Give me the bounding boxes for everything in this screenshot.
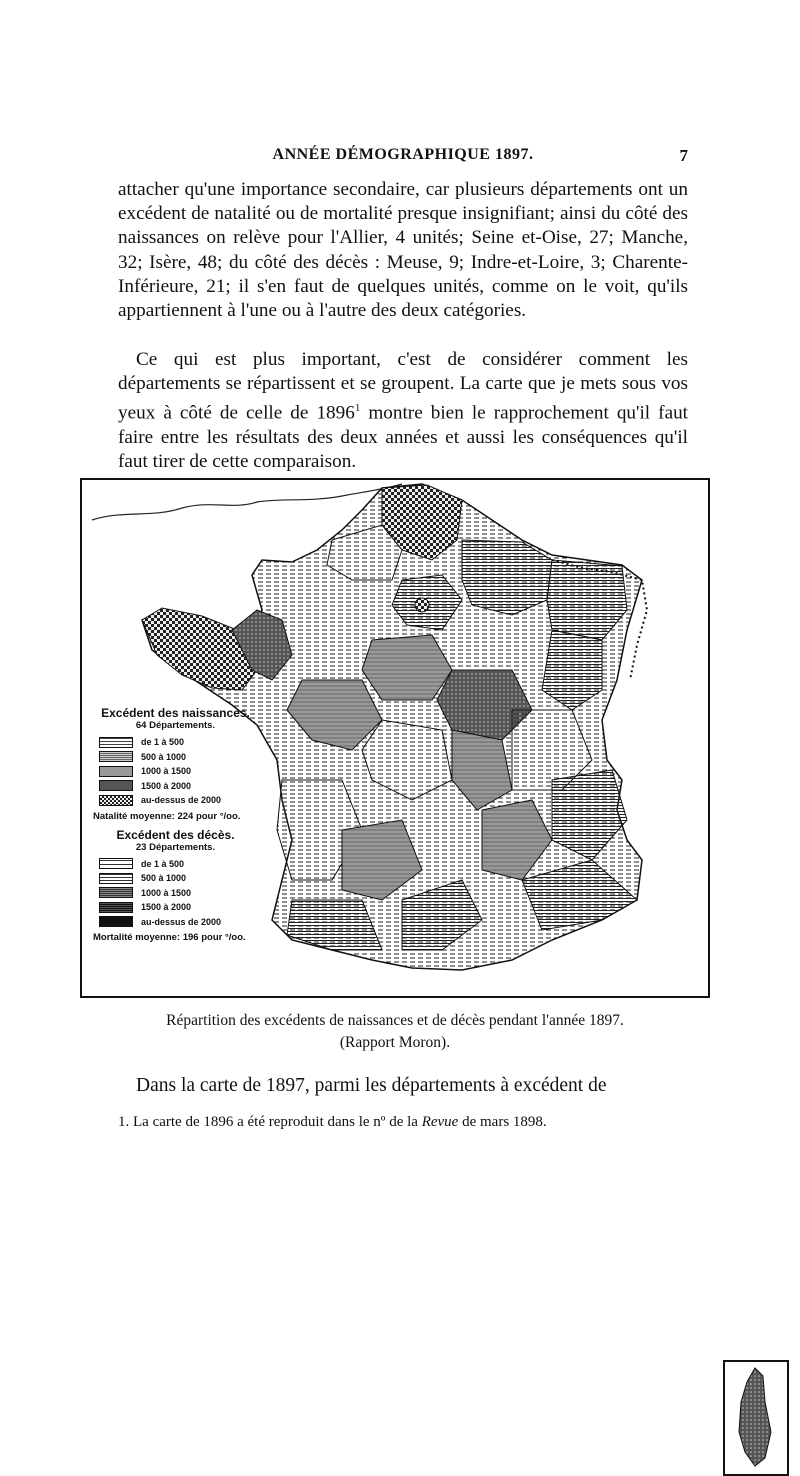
legend-death-row: 1000 à 1500	[93, 886, 258, 901]
swatch-black-icon	[99, 916, 133, 927]
legend-death-row: de 1 à 500	[93, 857, 258, 872]
legend-birth-row: de 1 à 500	[93, 735, 258, 750]
footnote-journal: Revue	[421, 1114, 459, 1130]
running-head-title: ANNÉE DÉMOGRAPHIQUE 1897.	[272, 146, 534, 163]
legend-death-row: 1500 à 2000	[93, 900, 258, 915]
swatch-lines-icon	[99, 873, 133, 884]
legend-deaths-average: Mortalité moyenne: 196 pour °/oo.	[93, 932, 246, 943]
footnote-text-a: La carte de 1896 a été reproduit dans le nº de la	[129, 1114, 422, 1130]
legend-deaths-title: Excédent des décès.	[116, 827, 235, 842]
legend-death-row: 500 à 1000	[93, 871, 258, 886]
corsica-inset	[723, 1360, 789, 1476]
legend-birth-row: 1500 à 2000	[93, 779, 258, 794]
legend-births-title: Excédent des naissances.	[101, 706, 250, 720]
swatch-thin-lines-icon	[99, 858, 133, 869]
footnote-number: 1.	[118, 1114, 130, 1130]
paragraph-2-text-b: montre bien le rapprochement qu'il faut faire entre les résultats des deux années et aussi les conséquences qu'il faut tirer de cette comparaison.	[118, 402, 689, 473]
footnote	[118, 1114, 688, 1131]
swatch-checker-icon	[99, 795, 133, 806]
legend-birth-row: 500 à 1000	[93, 750, 258, 765]
footnote-text-b: de mars 1898.	[458, 1114, 547, 1130]
seine-marker	[415, 598, 429, 612]
swatch-dashes-icon	[99, 737, 133, 748]
swatch-dark-lines-icon	[99, 902, 133, 913]
figure-caption: Répartition des excédents de naissances et de décès pendant l'année 1897.	[166, 1012, 624, 1029]
legend-birth-row: 1000 à 1500	[93, 764, 258, 779]
legend-births-count: 64 Départements.	[135, 720, 216, 731]
swatch-grey-icon	[99, 766, 133, 777]
swatch-dark-icon	[99, 780, 133, 791]
legend-births-average: Natalité moyenne: 224 pour °/oo.	[93, 810, 241, 822]
map-legend	[93, 706, 258, 949]
figure-caption-source: (Rapport Moron).	[339, 1034, 451, 1051]
paragraph-2	[118, 348, 688, 474]
region-brittany	[142, 608, 257, 690]
legend-birth-row: au-dessus de 2000	[93, 793, 258, 808]
paragraph-2-text-a: Ce qui est plus important, c'est de considérer comment les départements se répartissent et se groupent. La carte que je mets sous vos yeux à côté de celle de 1896	[118, 349, 688, 424]
swatch-light-grey-icon	[99, 751, 133, 762]
paragraph-1: attacher qu'une importance secondaire, car plusieurs départements ont un excédent de natalité ou de mortalité presque insignifiant; ainsi du côté des naissances on relève pour l'Allier, 4 unités; Seine et-Oise, 27; Manche, 32; Isère, 48; du côté des décès : Meuse, 9; Indre-et-Loire, 3; Charente-Inférieure, 21; il s'en faut de quelques unités, comme on le voit, qu'ils appartiennent à l'une ou à l'autre des deux catégories.	[118, 179, 688, 322]
running-header	[118, 146, 688, 170]
footnote-ref: 1	[354, 402, 361, 415]
corsica-shape	[739, 1368, 771, 1466]
swatch-grey-lines-icon	[99, 887, 133, 898]
legend-deaths-count: 23 Départements.	[135, 841, 216, 853]
corsica-drawing	[725, 1362, 787, 1474]
legend-death-row: au-dessus de 2000	[93, 915, 258, 930]
paragraph-3: Dans la carte de 1897, parmi les départements à excédent de	[136, 1075, 607, 1096]
page-number: 7	[679, 146, 688, 165]
england-coast	[92, 484, 402, 520]
